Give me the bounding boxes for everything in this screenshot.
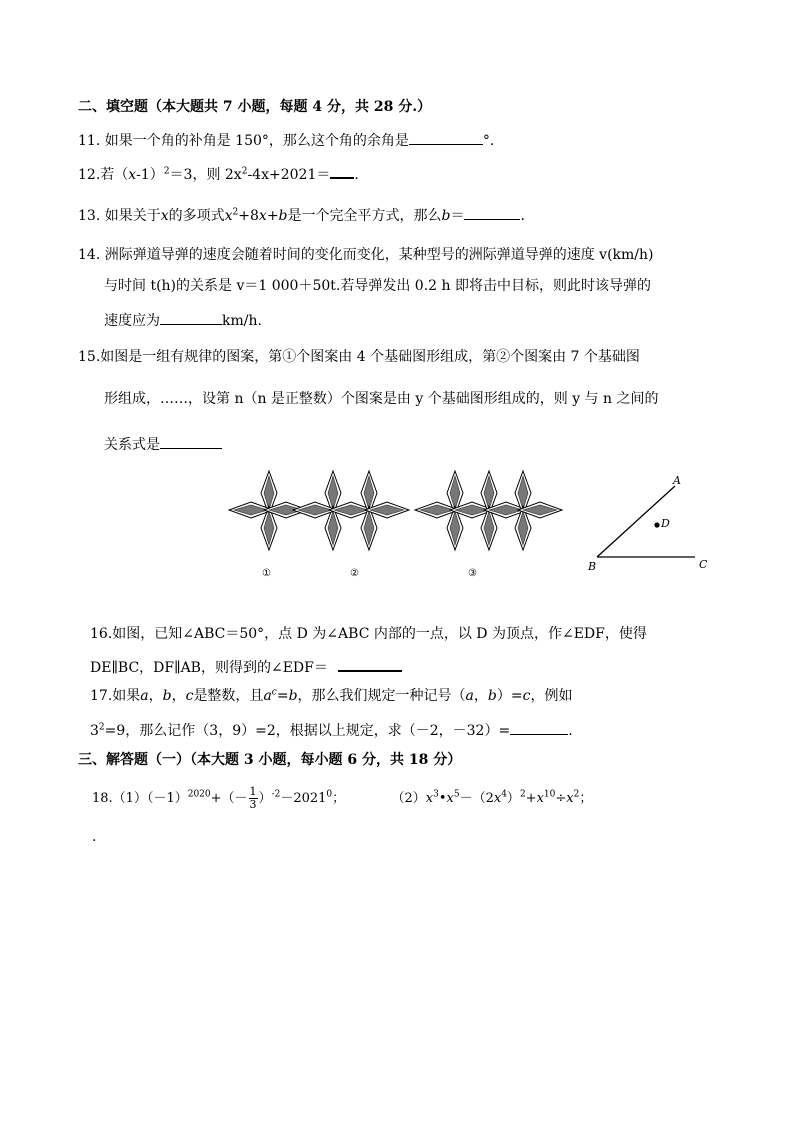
q16-line-2 — [90, 656, 402, 677]
section-3-heading: 三、解答题（一）（本大题 3 小题，每小题 6 分，共 18 分） — [78, 752, 462, 768]
q18-var: x — [566, 791, 574, 806]
figures-area — [225, 468, 725, 580]
q17-var: b — [487, 688, 497, 704]
q13-text-3: +8 — [238, 208, 259, 224]
pattern-label-2: ② — [350, 568, 359, 579]
q18-text: －（2 — [459, 791, 494, 806]
q16-text: DE∥BC，DF∥AB，则得到的∠EDF＝ — [90, 660, 328, 676]
q14-unit: km/h. — [222, 313, 262, 329]
q18-exponent: 10 — [543, 789, 556, 800]
q13-var: x — [224, 208, 233, 224]
q17-text: . — [568, 723, 573, 739]
q17-text: ， — [148, 688, 163, 704]
q18-text: －2021 — [280, 791, 327, 806]
q15-line-2: 形组成，……，设第 n（n 是正整数）个图案是由 y 个基础图形组成的，则 y 与 n 之间的 — [104, 391, 659, 407]
q13-text-1: 13. 如果关于 — [78, 208, 161, 224]
q13-var: x — [160, 208, 169, 224]
q13-var: x — [258, 208, 267, 224]
q17-text: ）= — [496, 688, 523, 704]
q12-text-4: -4x+2021＝ — [247, 167, 331, 183]
q17-text: 是整数，且 — [193, 688, 264, 704]
q13-text-6: ＝ — [450, 208, 465, 224]
label-a: A — [673, 474, 681, 487]
q12-exponent-2: 2 — [241, 166, 248, 177]
q13-text-2: 的多项式 — [168, 208, 225, 224]
q13-text-5: 是一个完全平方式，那么 — [287, 208, 442, 224]
q17-exponent: c — [271, 687, 277, 698]
q18-exponent: 3 — [433, 789, 439, 800]
q15-text: 关系式是 — [104, 437, 160, 453]
q12-text-2: -1） — [136, 167, 164, 183]
q17-text: 17.如果 — [90, 688, 141, 704]
q18-exponent: 2 — [519, 789, 526, 800]
q12-end: . — [354, 167, 359, 183]
q16-answer-blank[interactable] — [338, 656, 402, 672]
section-2-heading: 二、填空题（本大题共 7 小题，每题 4 分，共 28 分.） — [78, 99, 432, 115]
q18-exponent: 0 — [326, 789, 333, 800]
q18-text: +（－ — [210, 791, 248, 806]
q17-answer-blank[interactable] — [510, 720, 568, 735]
pattern-2 — [293, 471, 409, 550]
q11-text: 11. 如果一个角的补角是 150°，那么这个角的余角是 — [78, 133, 409, 149]
q18-part-2: （2） — [391, 791, 426, 806]
q12-var-x: x — [128, 167, 137, 183]
q12-text-1: 12.若（ — [78, 167, 129, 183]
q17-var: c — [185, 688, 194, 704]
q18-var: x — [425, 791, 434, 806]
q17-text: ，例如 — [530, 688, 573, 704]
q17-text: ， — [171, 688, 186, 704]
question-18 — [92, 786, 592, 811]
q17-line-2 — [90, 720, 573, 740]
point-d — [654, 522, 659, 527]
q16-line-1: 16.如图，已知∠ABC＝50°，点 D 为∠ABC 内部的一点，以 D 为顶点，作∠EDF，使得 — [90, 626, 647, 642]
q18-exponent: 2 — [573, 789, 580, 800]
q17-var: a — [465, 688, 474, 704]
q17-text: = — [276, 688, 289, 704]
q17-var: c — [522, 688, 531, 704]
q17-exponent: 2 — [98, 722, 105, 733]
q14-line-3 — [104, 310, 262, 330]
q18-text: + — [525, 791, 537, 806]
q13-var: b — [441, 208, 451, 224]
q14-answer-blank[interactable] — [160, 310, 222, 325]
question-13 — [78, 205, 525, 225]
q15-answer-blank[interactable] — [160, 434, 222, 449]
pattern-label-3: ③ — [468, 568, 477, 579]
q13-text-4: + — [266, 208, 279, 224]
q14-text: 速度应为 — [104, 313, 160, 329]
q17-var: a — [263, 688, 272, 704]
q18-text: ） — [506, 791, 520, 806]
trailing-dot: . — [92, 829, 97, 845]
q18-text: ； — [579, 791, 593, 806]
q18-text: ÷ — [555, 791, 567, 806]
q18-text: ） — [258, 791, 272, 806]
q18-part-1: 18.（1）（－1） — [92, 791, 188, 806]
q18-var: x — [493, 791, 502, 806]
q18-exponent: 2020 — [187, 789, 211, 800]
q17-text: ，那么我们规定一种记号（ — [297, 688, 466, 704]
q15-line-1: 15.如图是一组有规律的图案，第①个图案由 4 个基础图形组成，第②个图案由 7 个基础图 — [78, 349, 640, 365]
q18-var: x — [536, 791, 544, 806]
q17-text: =9，那么记作（3，9）=2，根据以上规定，求（－2，－32）= — [104, 723, 511, 739]
q12-answer-blank[interactable] — [330, 163, 354, 179]
q18-text: • — [438, 791, 447, 806]
q18-exponent: 5 — [453, 789, 460, 800]
q17-line-1 — [90, 687, 572, 705]
q12-exponent: 2 — [163, 166, 170, 177]
q13-exponent: 2 — [232, 207, 239, 218]
label-c: C — [699, 558, 708, 571]
question-11 — [78, 130, 494, 150]
q17-var: a — [140, 688, 149, 704]
q17-text: 3 — [90, 723, 99, 739]
q13-answer-blank[interactable] — [464, 205, 520, 220]
q11-answer-blank[interactable] — [409, 130, 483, 145]
q18-var: x — [446, 791, 454, 806]
fraction-numerator: 1 — [249, 785, 257, 798]
question-12 — [78, 163, 359, 184]
angle-abc-figure — [587, 474, 708, 573]
pattern-label-1: ① — [262, 568, 271, 579]
q17-text: ， — [473, 688, 488, 704]
q18-text: ； — [332, 791, 346, 806]
q12-text-3: ＝3，则 2x — [169, 167, 242, 183]
q13-var: b — [278, 208, 288, 224]
q11-end: °. — [482, 133, 495, 149]
pattern-3 — [415, 471, 562, 550]
q17-var: b — [288, 688, 298, 704]
q18-exponent: 4 — [501, 789, 507, 800]
label-b: B — [588, 560, 597, 573]
q17-var: b — [162, 688, 172, 704]
q13-end: . — [520, 208, 525, 224]
q14-line-1: 14. 洲际弹道导弹的速度会随着时间的变化而变化，某种型号的洲际弹道导弹的速度 v(km/h) — [78, 247, 654, 263]
q18-fraction — [249, 786, 258, 811]
q15-line-3 — [104, 434, 222, 454]
q14-line-2: 与时间 t(h)的关系是 v＝1 000＋50t.若导弹发出 0.2 h 即将击中目标，则此时该导弹的 — [104, 278, 651, 294]
fraction-denominator: 3 — [249, 798, 257, 811]
label-d: D — [661, 517, 670, 530]
q18-exponent: -2 — [271, 789, 281, 800]
